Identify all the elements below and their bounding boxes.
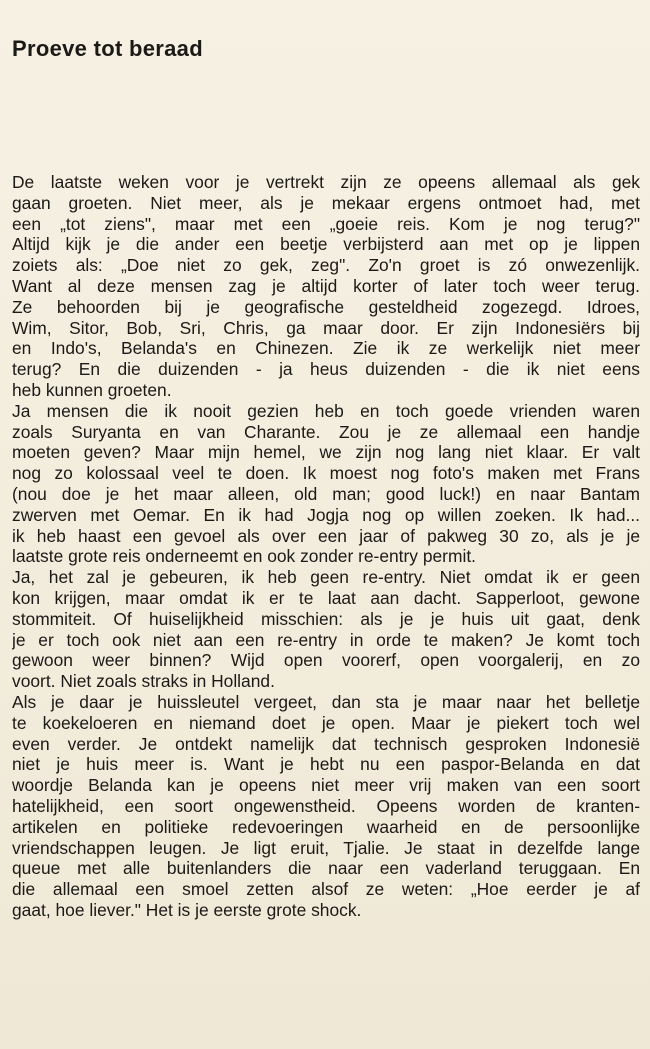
text-line: stommiteit. Of huiselijkheid misschien: als je je huis uit gaat, denk bbox=[12, 608, 640, 629]
text-line: Ja mensen die ik nooit gezien heb en toch goede vrienden waren bbox=[12, 400, 640, 421]
text-line: even verder. Je ontdekt namelijk dat technisch gesproken Indonesië bbox=[12, 733, 640, 754]
text-line: een „tot ziens", maar met een „goeie reis. Kom je nog terug?" bbox=[12, 213, 640, 234]
chapter-title: Proeve tot beraad bbox=[12, 36, 203, 61]
text-line: (nou doe je het maar alleen, old man; good luck!) en naar Bantam bbox=[12, 483, 640, 504]
text-line: artikelen en politieke redevoeringen waarheid en de persoonlijke bbox=[12, 816, 640, 837]
text-line: vriendschappen leugen. Je ligt eruit, Tjalie. Je staat in dezelfde lange bbox=[12, 837, 640, 858]
text-line: De laatste weken voor je vertrekt zijn ze opeens allemaal als gek bbox=[12, 172, 640, 192]
text-line: kon krijgen, maar omdat ik er te laat aan dacht. Sapperloot, gewone bbox=[12, 587, 640, 608]
text-line: Als je daar je huissleutel vergeet, dan sta je maar naar het belletje bbox=[12, 691, 640, 712]
text-line: heb kunnen groeten. bbox=[12, 379, 172, 400]
text-line: terug? En die duizenden - ja heus duizenden - die ik niet eens bbox=[12, 359, 640, 380]
paragraph bbox=[12, 172, 640, 401]
text-line: Ja, het zal je gebeuren, ik heb geen re-entry. Niet omdat ik er geen bbox=[12, 567, 640, 588]
paragraph bbox=[12, 567, 640, 692]
paragraph bbox=[12, 401, 640, 567]
text-line: laatste grote reis onderneemt en ook zonder re-entry permit. bbox=[12, 546, 476, 567]
text-line: Wim, Sitor, Bob, Sri, Chris, ga maar door. Er zijn Indonesiërs bij bbox=[12, 317, 640, 338]
text-line: te koekeloeren en niemand doet je open. Maar je piekert toch wel bbox=[12, 712, 640, 733]
text-line: je er toch ook niet aan een re-entry in orde te maken? Je komt toch bbox=[12, 629, 640, 650]
text-line: queue met alle buitenlanders die naar een vaderland teruggaan. En bbox=[12, 858, 640, 879]
text-line: ik heb haast een gevoel als over een jaar of pakweg 30 zo, als je je bbox=[12, 525, 640, 546]
text-line: zwerven met Oemar. En ik had Jogja nog op willen zoeken. Ik had... bbox=[12, 504, 640, 525]
text-line: voort. Niet zoals straks in Holland. bbox=[12, 671, 275, 692]
body-text bbox=[12, 172, 640, 921]
paragraph bbox=[12, 692, 640, 921]
text-line: woordje Belanda kan je opeens niet meer vrij maken van een soort bbox=[12, 775, 640, 796]
text-line: die allemaal een smoel zetten alsof ze weten: „Hoe eerder je af bbox=[12, 879, 640, 900]
text-line: gewoon weer binnen? Wijd open voorerf, open voorgalerij, en zo bbox=[12, 650, 640, 671]
text-line: hatelijkheid, een soort ongewenstheid. Opeens worden de kranten- bbox=[12, 795, 640, 816]
text-line: nog zo kolossaal veel te doen. Ik moest nog foto's maken met Frans bbox=[12, 463, 640, 484]
text-line: zoals Suryanta en van Charante. Zou je ze allemaal een handje bbox=[12, 421, 640, 442]
text-line: en Indo's, Belanda's en Chinezen. Zie ik ze werkelijk niet meer bbox=[12, 338, 640, 359]
text-line: Altijd kijk je die ander een beetje verbijsterd aan met op je lippen bbox=[12, 234, 640, 255]
text-line: zoiets als: „Doe niet zo gek, zeg". Zo'n groet is zó onwezenlijk. bbox=[12, 255, 640, 276]
text-line: Ze behoorden bij je geografische gesteldheid zogezegd. Idroes, bbox=[12, 296, 640, 317]
text-line: Want al deze mensen zag je altijd korter of later toch weer terug. bbox=[12, 275, 640, 296]
text-line: gaan groeten. Niet meer, als je mekaar ergens ontmoet had, met bbox=[12, 192, 640, 213]
text-line: gaat, hoe liever." Het is je eerste grote shock. bbox=[12, 899, 362, 920]
text-line: moeten geven? Maar mijn hemel, we zijn nog lang niet klaar. Er valt bbox=[12, 442, 640, 463]
text-line: niet je huis meer is. Want je hebt nu een paspor-Belanda en dat bbox=[12, 754, 640, 775]
